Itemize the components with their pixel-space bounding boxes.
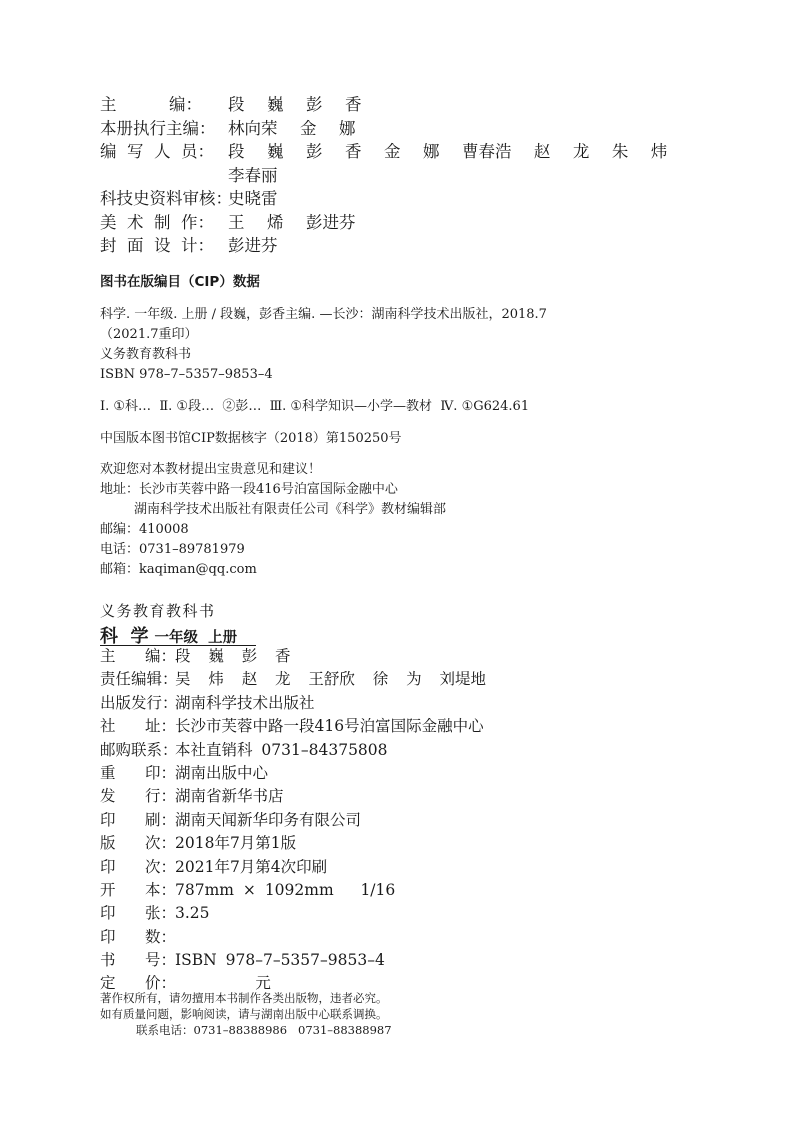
copyright-notice [100,990,392,1038]
info-label: 重 印： [100,763,177,782]
info-label: 印 刷： [100,810,177,829]
notice-line: 著作权所有，请勿擅用本书制作各类出版物，违者必究。 [100,991,388,1005]
info-label: 印 次： [100,857,177,876]
info-label: 版 次： [100,834,177,853]
credit-value: 段 巍 彭 香 [228,95,362,114]
publication-info [100,645,486,996]
info-row [100,949,486,972]
info-row [100,902,486,925]
cip-line: （2021.7重印） [100,327,198,342]
info-value: 本社直销科 0731–84375808 [175,740,388,759]
postcode: 邮编：410008 [100,522,189,537]
credit-label: 主 编： [100,95,202,114]
welcome-text: 欢迎您对本教材提出宝贵意见和建议！ [100,462,322,477]
info-value: ISBN 978–7–5357–9853–4 [175,951,385,970]
credit-writers-cont [100,164,667,188]
info-value: 段 巍 彭 香 [175,647,291,665]
info-label: 定 价： [100,974,177,993]
address-line-2: 湖南科学技术出版社有限责任公司《科学》教材编辑部 [134,502,447,517]
credit-value: 段 巍 彭 香 金 娜 曹春浩 赵 龙 朱 炜 [228,142,668,161]
credit-chief-editor [100,93,667,117]
series-name: 义务教育教科书 [100,602,216,620]
info-value: 长沙市芙蓉中路一段416号泊富国际金融中心 [175,717,484,736]
info-value: 湖南省新华书店 [175,787,284,806]
cip-line: 义务教育教科书 [100,347,192,362]
info-row [100,785,486,808]
cip-line: 科学. 一年级. 上册 / 段巍，彭香主编. —长沙：湖南科学技术出版社，2018.7 [100,307,547,322]
cip-title: 图书在版编目（CIP）数据 [100,274,260,290]
cip-classification: Ⅰ. ①科… Ⅱ. ①段… ②彭… Ⅲ. ①科学知识—小学—教材 Ⅳ. ①G624.61 [100,399,530,414]
notice-phone: 联系电话：0731–88388986 0731–88388987 [136,1023,392,1037]
book-subtitle: 一年级 上册 [154,629,238,646]
info-row [100,715,486,738]
info-row [100,668,486,691]
cip-block [100,305,547,449]
info-label: 开 本： [100,880,177,899]
cip-record-number: 中国版本图书馆CIP数据核字（2018）第150250号 [100,431,402,446]
info-row [100,739,486,762]
credit-value: 李春丽 [228,165,278,185]
phone: 电话：0731–89781979 [100,542,245,557]
info-label: 印 张： [100,904,177,923]
info-row [100,856,486,879]
credit-value: 林向荣 金 娜 [228,118,356,138]
info-row [100,645,486,668]
info-row [100,762,486,785]
info-row [100,809,486,832]
editor-credits [100,93,667,258]
info-value: 湖南天闻新华印务有限公司 [175,810,362,829]
info-row [100,926,486,949]
credit-label: 编 写 人 员： [100,142,214,161]
info-value: 吴 炜 赵 龙 王舒欣 徐 为 刘堤地 [175,670,486,689]
info-row [100,832,486,855]
info-label: 出版发行： [100,693,178,712]
info-row [100,692,486,715]
info-value: 元 [175,974,271,993]
credit-label [100,164,228,188]
address-value: 长沙市芙蓉中路一段416号泊富国际金融中心 [139,482,398,497]
info-value: 787mm × 1092mm 1/16 [175,880,396,899]
credit-executive-editor [100,117,667,141]
credit-history-reviewer [100,187,667,211]
credit-cover-design [100,234,667,258]
email: 邮箱：kaqiman@qq.com [100,562,257,577]
info-label: 书 号： [100,951,177,970]
credit-value: 彭进芬 [228,236,278,255]
info-label: 发 行： [100,787,177,806]
notice-line: 如有质量问题，影响阅读，请与湖南出版中心联系调换。 [100,1007,388,1021]
info-value: 湖南出版中心 [175,763,269,782]
credit-label: 本册执行主编： [100,118,216,138]
book-title: 科 学 [100,626,149,647]
info-value: 2021年7月第4次印刷 [175,857,328,876]
info-value: 3.25 [175,904,210,923]
info-row [100,879,486,902]
info-label: 责任编辑： [100,670,178,689]
credit-art [100,211,667,235]
credit-label: 美 术 制 作： [100,212,214,232]
info-value: 2018年7月第1版 [175,834,297,853]
credit-value: 王 烯 彭进芬 [228,212,356,232]
credit-writers [100,140,667,164]
info-label: 邮购联系： [100,740,178,759]
info-value: 湖南科学技术出版社 [175,693,315,712]
feedback-contact [100,460,446,580]
cip-isbn: ISBN 978–7–5357–9853–4 [100,367,273,382]
address-label: 地址： [100,482,140,497]
info-label: 社 址： [100,717,177,736]
info-label: 主 编： [100,647,177,665]
info-label: 印 数： [100,927,177,946]
credit-label: 科技史资料审核： [100,189,232,208]
credit-value: 史晓雷 [228,189,278,208]
address-line [100,480,446,500]
credit-label: 封 面 设 计： [100,236,214,255]
